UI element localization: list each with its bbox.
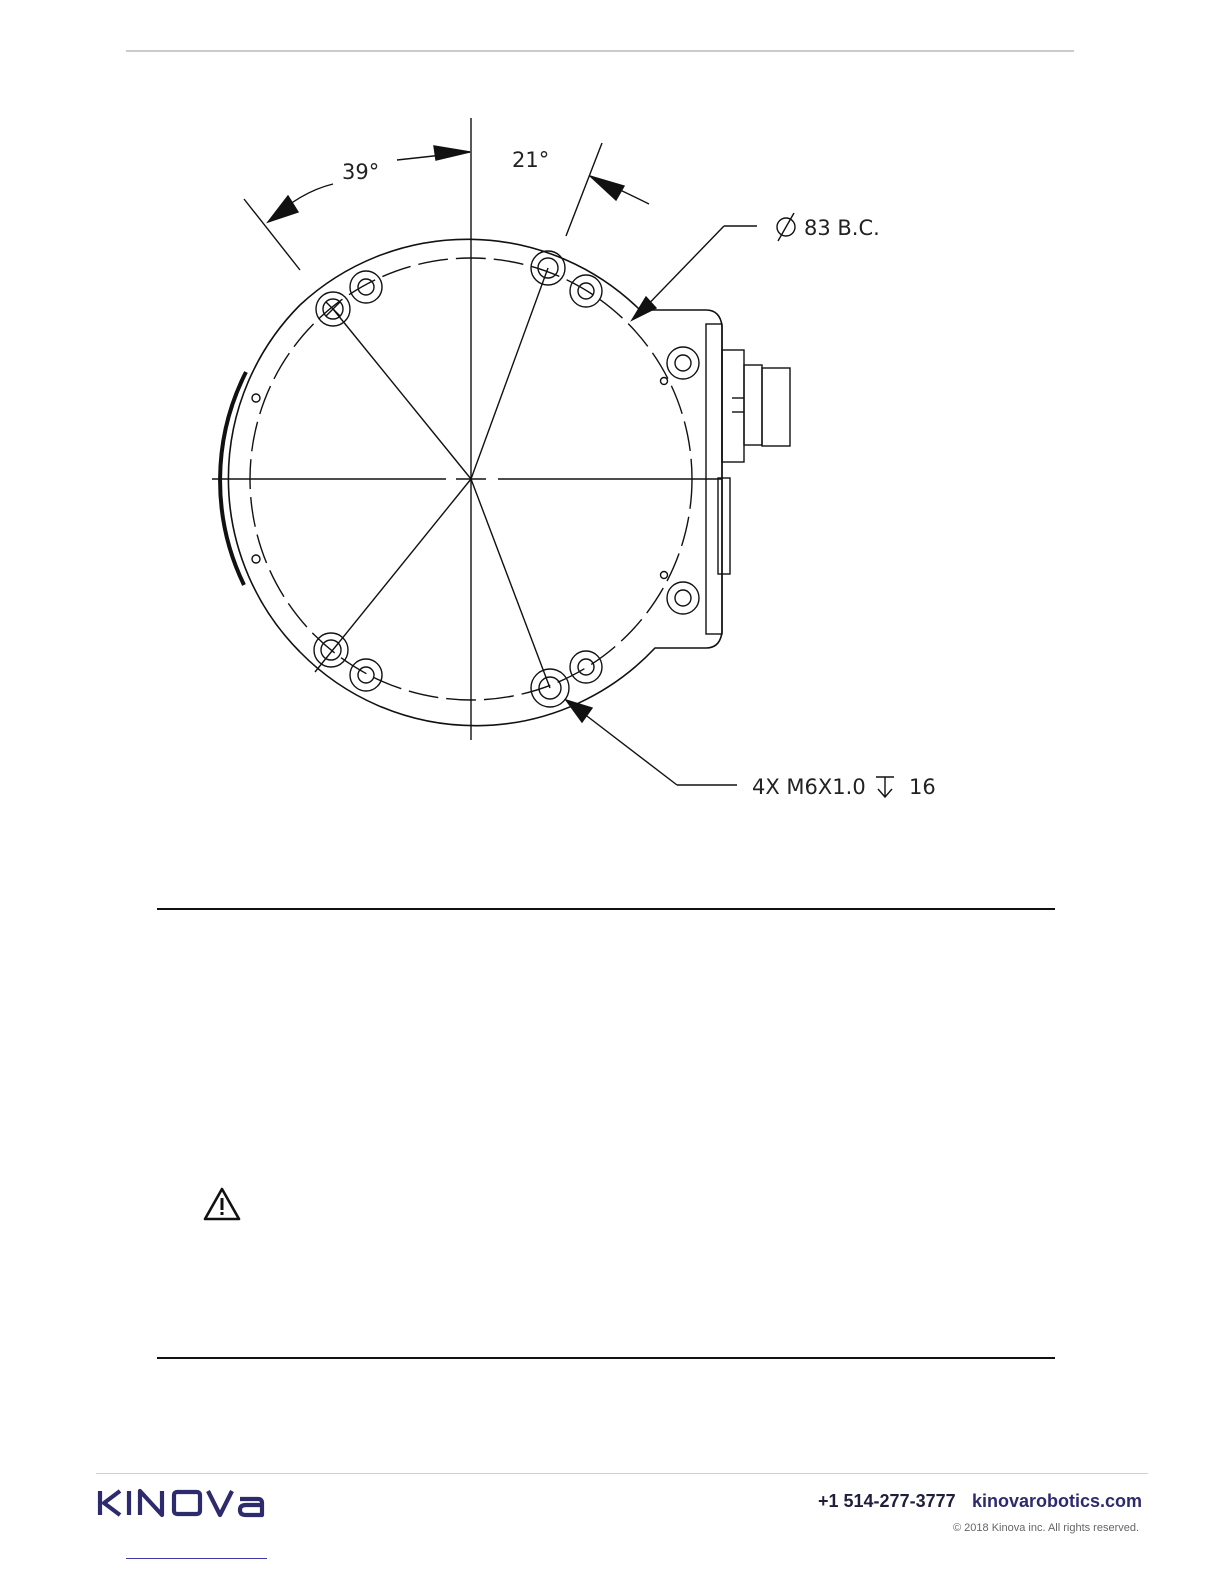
- radial-line-top-left: [333, 309, 471, 479]
- hole-depth-label: 16: [909, 775, 936, 799]
- kinova-logo: [96, 1487, 266, 1519]
- hole-callout-label: 4X M6X1.0: [752, 775, 866, 799]
- connector: [722, 350, 744, 462]
- footer-phone: +1 514-277-3777: [818, 1491, 956, 1511]
- radial-line-top-right: [471, 268, 548, 479]
- section-rule-bottom: [157, 1357, 1055, 1359]
- warning-triangle-icon: [203, 1187, 241, 1221]
- footer-copyright: © 2018 Kinova inc. All rights reserved.: [953, 1522, 1140, 1534]
- radial-line-bottom-right: [471, 479, 550, 688]
- outer-body: [300, 239, 722, 725]
- footer-website-link[interactable]: kinovarobotics.com: [972, 1491, 1143, 1511]
- bolt-circle-label: 83 B.C.: [804, 216, 880, 240]
- depth-symbol-icon: [874, 775, 896, 799]
- bottom-link-underline[interactable]: [126, 1558, 267, 1559]
- angle-21-label: 21°: [512, 148, 550, 172]
- section-rule-top: [157, 908, 1055, 910]
- angle-39-label: 39°: [342, 160, 380, 184]
- footer-rule: [96, 1473, 1148, 1474]
